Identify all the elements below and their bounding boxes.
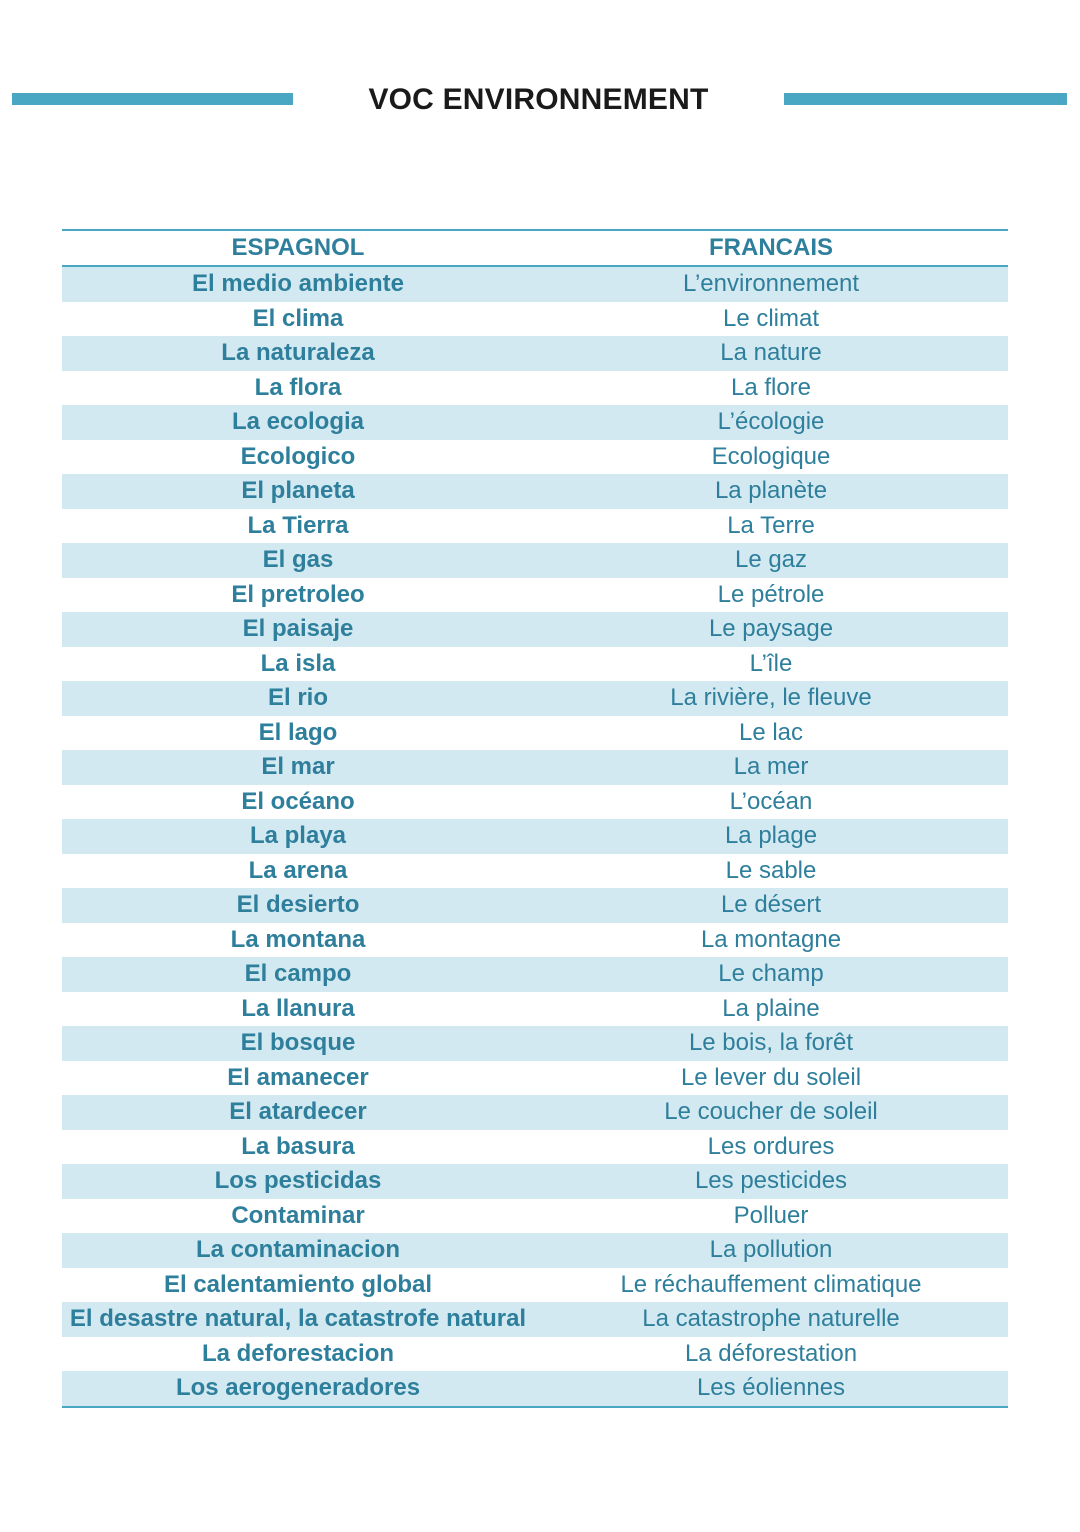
spanish-term: El amanecer (62, 1061, 534, 1096)
table-row (62, 647, 1008, 682)
french-term: La plaine (534, 992, 1008, 1027)
header-espagnol: ESPAGNOL (62, 230, 534, 266)
french-term: Le lever du soleil (534, 1061, 1008, 1096)
table-row (62, 716, 1008, 751)
table-row (62, 681, 1008, 716)
title-rule-left (12, 93, 293, 105)
table-row (62, 266, 1008, 302)
spanish-term: Ecologico (62, 440, 534, 475)
spanish-term: El océano (62, 785, 534, 820)
spanish-term: El bosque (62, 1026, 534, 1061)
table-row (62, 371, 1008, 406)
table-row (62, 1233, 1008, 1268)
french-term: La planète (534, 474, 1008, 509)
french-term: Le lac (534, 716, 1008, 751)
table-row (62, 509, 1008, 544)
french-term: La flore (534, 371, 1008, 406)
table-row (62, 405, 1008, 440)
spanish-term: La naturaleza (62, 336, 534, 371)
spanish-term: El rio (62, 681, 534, 716)
french-term: Le paysage (534, 612, 1008, 647)
spanish-term: El desastre natural, la catastrofe natural (62, 1302, 534, 1337)
spanish-term: La basura (62, 1130, 534, 1165)
spanish-term: El calentamiento global (62, 1268, 534, 1303)
table-row (62, 785, 1008, 820)
spanish-term: La playa (62, 819, 534, 854)
french-term: L’océan (534, 785, 1008, 820)
french-term: L’écologie (534, 405, 1008, 440)
table-row (62, 1337, 1008, 1372)
french-term: La catastrophe naturelle (534, 1302, 1008, 1337)
french-term: La déforestation (534, 1337, 1008, 1372)
spanish-term: El clima (62, 302, 534, 337)
table-row (62, 336, 1008, 371)
table-row (62, 923, 1008, 958)
spanish-term: Los aerogeneradores (62, 1371, 534, 1407)
table-row (62, 1268, 1008, 1303)
french-term: La mer (534, 750, 1008, 785)
spanish-term: Contaminar (62, 1199, 534, 1234)
spanish-term: El lago (62, 716, 534, 751)
table-row (62, 1130, 1008, 1165)
table-row (62, 854, 1008, 889)
table-row (62, 543, 1008, 578)
french-term: Le climat (534, 302, 1008, 337)
spanish-term: La isla (62, 647, 534, 682)
french-term: L’île (534, 647, 1008, 682)
page-title: VOC ENVIRONNEMENT (368, 83, 709, 116)
french-term: La montagne (534, 923, 1008, 958)
french-term: La nature (534, 336, 1008, 371)
spanish-term: La flora (62, 371, 534, 406)
french-term: Le réchauffement climatique (534, 1268, 1008, 1303)
spanish-term: La montana (62, 923, 534, 958)
table-row (62, 1302, 1008, 1337)
french-term: Les pesticides (534, 1164, 1008, 1199)
french-term: Le pétrole (534, 578, 1008, 613)
french-term: Les éoliennes (534, 1371, 1008, 1407)
table-header-row (62, 230, 1008, 266)
french-term: Le désert (534, 888, 1008, 923)
spanish-term: El medio ambiente (62, 266, 534, 302)
table-row (62, 612, 1008, 647)
vocabulary-table (62, 229, 1008, 1408)
table-row (62, 302, 1008, 337)
spanish-term: La llanura (62, 992, 534, 1027)
header-francais: FRANCAIS (534, 230, 1008, 266)
table-row (62, 1199, 1008, 1234)
french-term: La pollution (534, 1233, 1008, 1268)
french-term: Polluer (534, 1199, 1008, 1234)
table-row (62, 1026, 1008, 1061)
french-term: Le coucher de soleil (534, 1095, 1008, 1130)
french-term: La plage (534, 819, 1008, 854)
table-row (62, 957, 1008, 992)
spanish-term: El mar (62, 750, 534, 785)
french-term: L’environnement (534, 266, 1008, 302)
table-row (62, 440, 1008, 475)
french-term: La Terre (534, 509, 1008, 544)
french-term: Le gaz (534, 543, 1008, 578)
spanish-term: El desierto (62, 888, 534, 923)
spanish-term: La arena (62, 854, 534, 889)
table-row (62, 992, 1008, 1027)
spanish-term: El atardecer (62, 1095, 534, 1130)
spanish-term: La contaminacion (62, 1233, 534, 1268)
table-row (62, 819, 1008, 854)
table-row (62, 578, 1008, 613)
table-row (62, 1061, 1008, 1096)
table-row (62, 1371, 1008, 1407)
table-row (62, 750, 1008, 785)
table-body (62, 266, 1008, 1407)
table-row (62, 1095, 1008, 1130)
spanish-term: Los pesticidas (62, 1164, 534, 1199)
table-row (62, 1164, 1008, 1199)
spanish-term: La deforestacion (62, 1337, 534, 1372)
spanish-term: La Tierra (62, 509, 534, 544)
table-row (62, 888, 1008, 923)
french-term: La rivière, le fleuve (534, 681, 1008, 716)
french-term: Les ordures (534, 1130, 1008, 1165)
french-term: Ecologique (534, 440, 1008, 475)
spanish-term: El planeta (62, 474, 534, 509)
title-rule-right (784, 93, 1067, 105)
spanish-term: El pretroleo (62, 578, 534, 613)
table-row (62, 474, 1008, 509)
spanish-term: La ecologia (62, 405, 534, 440)
spanish-term: El paisaje (62, 612, 534, 647)
french-term: Le bois, la forêt (534, 1026, 1008, 1061)
spanish-term: El gas (62, 543, 534, 578)
french-term: Le sable (534, 854, 1008, 889)
french-term: Le champ (534, 957, 1008, 992)
spanish-term: El campo (62, 957, 534, 992)
